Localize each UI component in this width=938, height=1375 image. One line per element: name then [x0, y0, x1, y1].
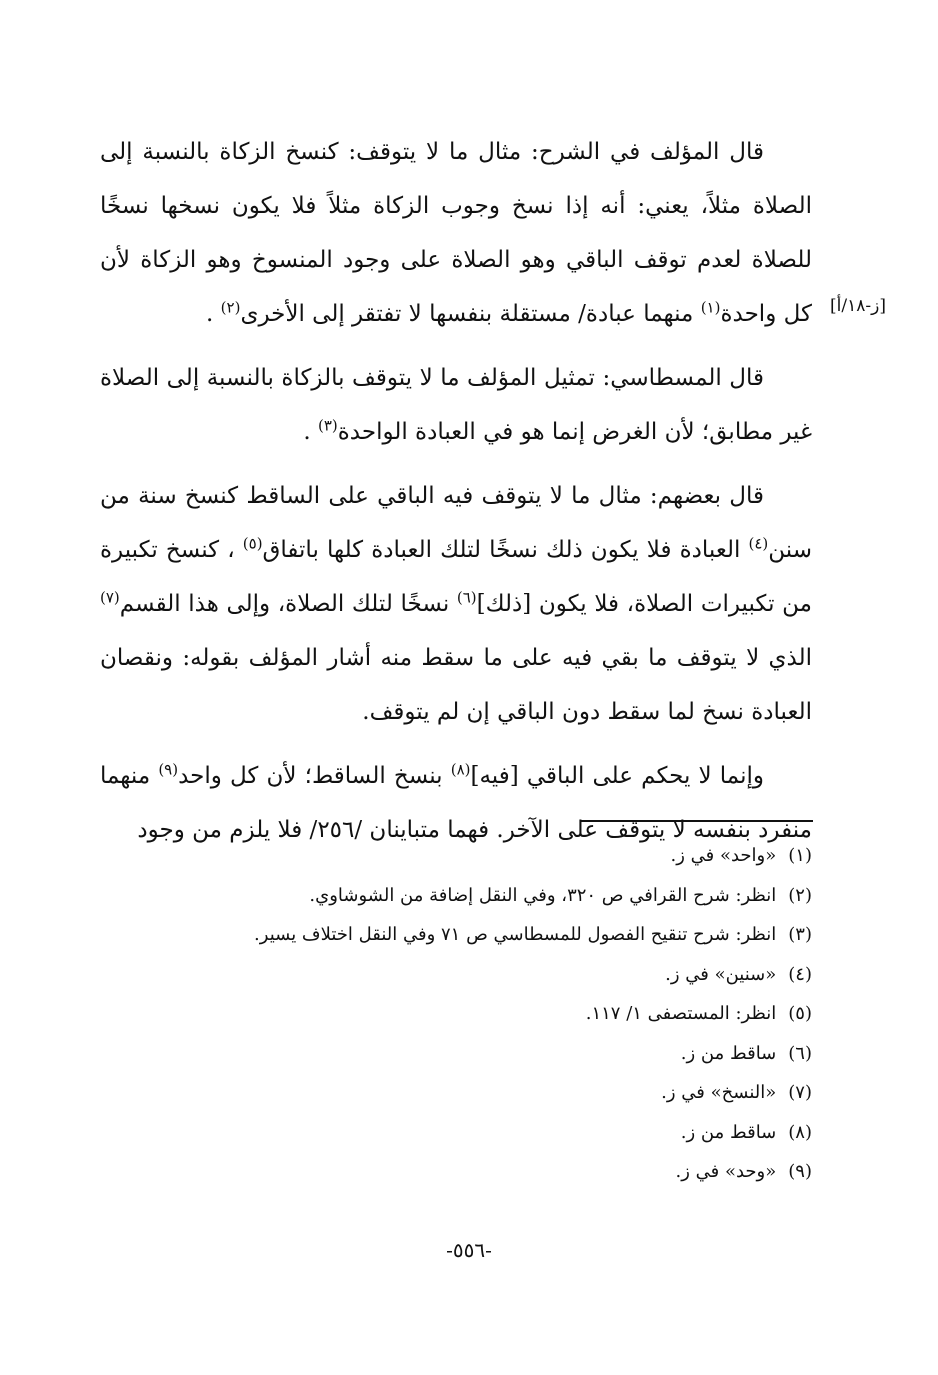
footnote-ref[interactable]: (٧) [100, 588, 120, 607]
footnote-number: (١) [788, 845, 812, 866]
footnote-ref[interactable]: (٥) [242, 534, 263, 553]
paragraph-text: منهما منفرد بنفسه لا يتوقف على الآخر. فهما متباينان /٢٥٦/ فلا يلزم من وجود [100, 763, 812, 843]
footnote-text: «النسخ» في ز. [661, 1082, 777, 1103]
footnote-number: (٣) [788, 924, 812, 945]
footnote-separator [580, 820, 813, 822]
paragraph-text: بنسخ الساقط؛ لأن كل واحد [178, 763, 451, 789]
footnote-number: (٩) [788, 1161, 812, 1182]
footnote-item [100, 915, 812, 955]
footnote-ref[interactable]: (٨) [450, 760, 471, 779]
footnote-text: انظر: شرح القرافي ص ٣٢٠، وفي النقل إضافة من الشوشاوي. [309, 884, 777, 906]
footnote-item [100, 955, 812, 995]
paragraph-text: قال المسطاسي: تمثيل المؤلف ما لا يتوقف بالزكاة بالنسبة إلى الصلاة غير مطابق؛ لأن الغرض إنما هو في العبادة الواحدة [100, 365, 812, 445]
manuscript-folio-marker: [ز-١٨/أ] [830, 296, 886, 316]
footnote-text: «وحد» في ز. [675, 1161, 777, 1182]
paragraph-1 [100, 125, 812, 341]
footnote-ref[interactable]: (١) [700, 298, 721, 317]
footnote-ref[interactable]: (٤) [748, 534, 769, 553]
footnote-number: (٤) [788, 963, 812, 985]
footnote-text: ساقط من ز. [680, 1042, 777, 1064]
footnote-text: ساقط من ز. [680, 1121, 777, 1143]
footnote-item [100, 836, 812, 876]
paragraph-text: ، كنسخ تكبيرة من تكبيرات الصلاة، فلا يكون [ذلك] [100, 537, 812, 617]
footnote-number: (٢) [788, 884, 812, 906]
footnote-number: (٦) [788, 1042, 812, 1064]
footnotes-list [100, 836, 812, 1192]
paragraph-text: . [303, 419, 318, 445]
paragraph-text: وإنما لا يحكم على الباقي [فيه] [470, 763, 764, 789]
footnote-text: «سنين» في ز. [665, 963, 777, 985]
paragraph-text: قال بعضهم: مثال ما لا يتوقف فيه الباقي على الساقط كنسخ سنة من سنن [100, 483, 813, 563]
paragraph-text: نسخًا لتلك الصلاة، وإلى هذا القسم [119, 591, 457, 617]
footnote-text: انظر: شرح تنقيح الفصول للمسطاسي ص ٧١ وفي النقل اختلاف يسير. [254, 924, 777, 945]
footnote-ref[interactable]: (٢) [220, 298, 241, 317]
footnote-item [100, 1113, 812, 1153]
footnote-item [100, 1034, 812, 1074]
footnote-item [100, 876, 812, 916]
paragraph-text: الذي لا يتوقف ما بقي فيه على ما سقط منه أشار المؤلف بقوله: ونقصان العبادة نسخ لما سقط دون الباقي إن لم يتوقف. [100, 645, 812, 725]
footnote-text: «واحد» في ز. [670, 845, 777, 866]
paragraph-2 [100, 351, 812, 459]
footnote-ref[interactable]: (٩) [158, 760, 179, 779]
footnote-text: انظر: المستصفى ١/ ١١٧. [585, 1003, 777, 1024]
footnote-number: (٨) [788, 1121, 812, 1143]
footnote-number: (٥) [788, 1003, 812, 1024]
footnote-ref[interactable]: (٦) [456, 588, 477, 607]
paragraph-3 [100, 469, 812, 739]
footnote-item [100, 994, 812, 1034]
footnote-number: (٧) [788, 1082, 812, 1103]
footnote-item [100, 1152, 812, 1192]
paragraph-text: العبادة فلا يكون ذلك نسخًا لتلك العبادة كلها باتفاق [262, 537, 749, 563]
page-number: -٥٥٦- [446, 1238, 492, 1262]
footnote-ref[interactable]: (٣) [317, 416, 338, 435]
paragraph-text: قال المؤلف في الشرح: مثال ما لا يتوقف: كنسخ الزكاة بالنسبة إلى الصلاة مثلاً، يعني: أنه إذا نسخ وجوب الزكاة مثلاً فلا يكون نسخها نسخًا للصلاة لعدم توقف الباقي وهو الصلاة على وجود المنسوخ وهو الزكاة لأن كل واحدة [100, 139, 812, 327]
main-text [100, 125, 812, 867]
footnote-item [100, 1073, 812, 1113]
paragraph-text: . [206, 301, 221, 327]
paragraph-text: منهما عبادة/ مستقلة بنفسها لا تفتقر إلى الأخرى [240, 301, 701, 327]
